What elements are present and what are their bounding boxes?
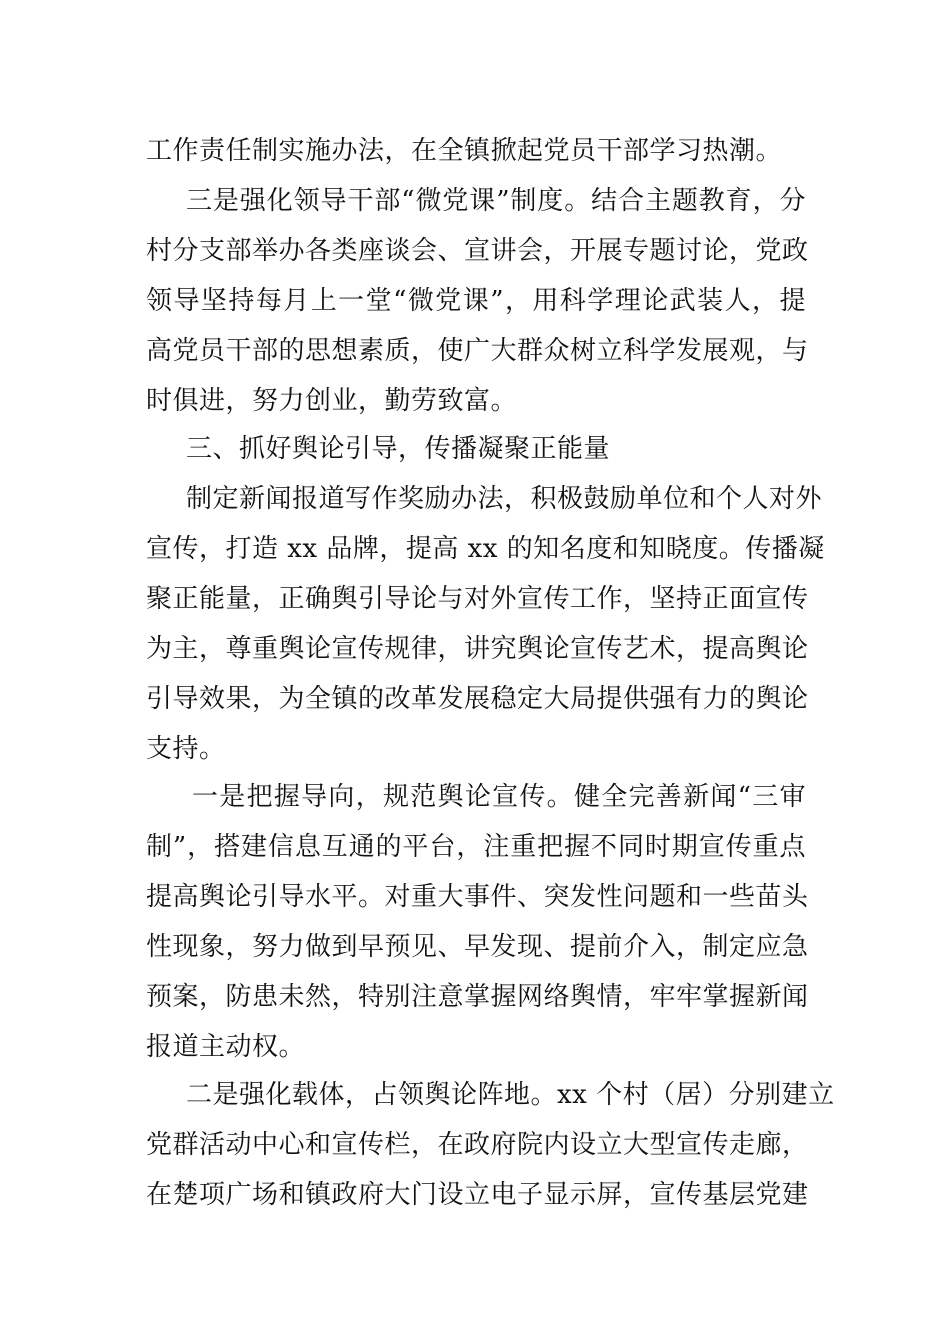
text-line: 引导效果，为全镇的改革发展稳定大局提供强有力的舆论 [146,684,809,714]
text-line: 制”，搭建信息互通的平台，注重把握不同时期宣传重点 [146,832,806,862]
text-line: 工作责任制实施办法，在全镇掀起党员干部学习热潮。 [146,136,783,166]
text-line: 报道主动权。 [146,1032,306,1062]
text-line: 在楚项广场和镇政府大门设立电子显示屏，宣传基层党建 [146,1180,809,1210]
text-line: 制定新闻报道写作奖励办法，积极鼓励单位和个人对外 [186,484,823,514]
text-line: 高党员干部的思想素质，使广大群众树立科学发展观，与 [146,336,809,366]
section-heading: 三、抓好舆论引导，传播凝聚正能量 [186,434,611,464]
text-line: 党群活动中心和宣传栏，在政府院内设立大型宣传走廊， [146,1130,809,1160]
text-line: 三是强化领导干部“微党课”制度。结合主题教育，分 [186,186,806,216]
text-line: 为主，尊重舆论宣传规律，讲究舆论宣传艺术，提高舆论 [146,634,809,664]
text-line: 二是强化载体，占领舆论阵地。xx 个村（居）分别建立 [186,1080,835,1110]
text-line: 聚正能量，正确舆引导论与对外宣传工作，坚持正面宣传 [146,584,809,614]
text-line: 预案，防患未然，特别注意掌握网络舆情，牢牢掌握新闻 [146,982,809,1012]
text-line: 支持。 [146,734,226,764]
text-line: 提高舆论引导水平。对重大事件、突发性问题和一些苗头 [146,882,809,912]
text-line: 宣传，打造 xx 品牌，提高 xx 的知名度和知晓度。传播凝 [146,534,825,564]
text-line: 性现象，努力做到早预见、早发现、提前介入，制定应急 [146,932,809,962]
text-line: 时俱进，努力创业，勤劳致富。 [146,386,518,416]
text-line: 一是把握导向，规范舆论宣传。健全完善新闻“三审 [192,782,806,812]
text-line: 领导坚持每月上一堂“微党课”，用科学理论武装人，提 [146,286,806,316]
text-line: 村分支部举办各类座谈会、宣讲会，开展专题讨论，党政 [146,236,809,266]
